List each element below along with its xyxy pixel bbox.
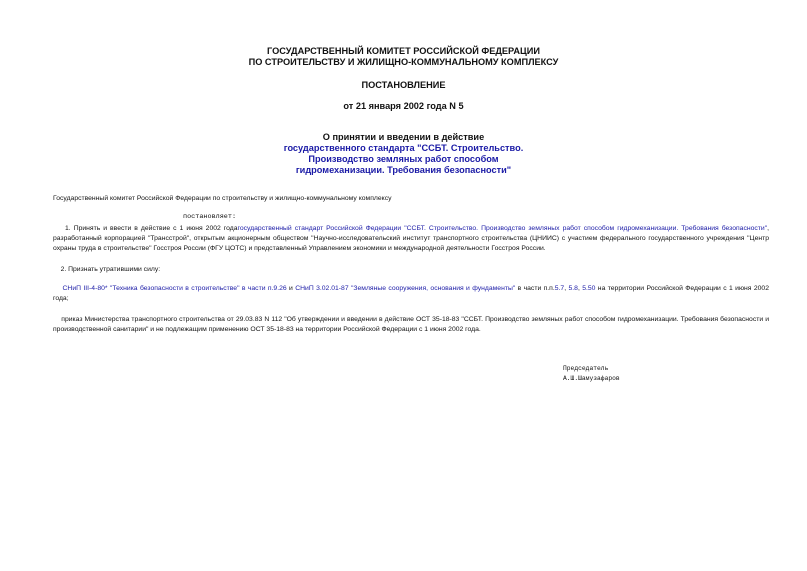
subject-link-line-3[interactable]: Производство земляных работ способом — [308, 154, 499, 164]
org-line-1: ГОСУДАРСТВЕННЫЙ КОМИТЕТ РОССИЙСКОЙ ФЕДЕРАЦИИ — [267, 46, 540, 56]
clause-5-7-link[interactable]: 5.7 — [554, 285, 565, 292]
clause-5-50-link[interactable]: 5.50 — [582, 285, 596, 292]
p1-text-b: , разработанный корпорацией "Трансстрой", открытым акционерным обществом "Научно-исследовательский институт транспортного строительства (ЦНИИС) с участием федерального государственного учреждения "Центр охраны труда в строительстве" Госстроя России (ФГУ ЦОТС) и представленный Управлением экономики и международной деятельности Госстроя России. — [53, 225, 770, 252]
intro-paragraph — [53, 194, 769, 204]
standard-link[interactable]: государственный стандарт Российской Федерации "ССБТ. Строительство. Производство земляных работ способом гидромеханизации. Требования безопасности" — [237, 225, 768, 232]
paragraph-1 — [53, 224, 769, 254]
paragraph-3 — [53, 284, 769, 304]
subject-line-1: О принятии и введении в действие — [322, 132, 485, 142]
signature-title: Председатель — [563, 365, 609, 372]
signature-block — [563, 364, 683, 384]
document-date-number: от 21 января 2002 года N 5 — [343, 101, 464, 111]
p1-text-a: Принять и ввести в действие с 1 июня 2002 года — [73, 225, 238, 232]
intro-text: Государственный комитет Российской Федерации по строительству и жилищно-коммунальному комплексу — [53, 195, 392, 202]
p3-text-a: в части п.п. — [515, 285, 555, 292]
resolves-text: постановляет: — [183, 213, 237, 221]
snip-iii-4-80-link[interactable]: СНиП III-4-80* "Техника безопасности в строительстве" в части п.9.26 — [62, 285, 287, 292]
paragraph-4 — [53, 315, 769, 335]
p3-and: и — [286, 285, 296, 292]
p3-text-b: на территории Российской Федерации с 1 июня 2002 года; — [53, 285, 769, 302]
p3-comma-2: , — [577, 285, 583, 292]
subject-link-line-2[interactable]: государственного стандарта "ССБТ. Строительство. — [283, 143, 524, 153]
p4-text: приказ Министерства транспортного строительства от 29.03.83 N 112 "Об утверждении и введении в действие ОСТ 35-18-83 "ССБТ. Производство земляных работ способом гидромеханизации. Требования безопасности и производственной санитарии" и не подлежащим применению ОСТ 35-18-83 на территории Российской Федерации с 1 июня 2002 года. — [53, 316, 769, 333]
clause-5-8-link[interactable]: 5.8 — [568, 285, 578, 292]
paragraph-2 — [53, 265, 769, 275]
snip-3-02-01-87-link[interactable]: СНиП 3.02.01-87 "Земляные сооружения, основания и фундаменты" — [295, 285, 516, 292]
p3-comma-1: , — [564, 285, 569, 292]
org-line-2: ПО СТРОИТЕЛЬСТВУ И ЖИЛИЩНО-КОММУНАЛЬНОМУ КОМПЛЕКСУ — [248, 57, 559, 67]
resolves-line — [183, 212, 383, 222]
issuing-organization — [0, 46, 807, 68]
p1-number: 1. — [65, 225, 71, 232]
p2-text: 2. Признать утратившими силу: — [60, 266, 161, 273]
signature-name: А.Ш.Шамузафаров — [563, 375, 620, 382]
document-type: ПОСТАНОВЛЕНИЕ — [361, 80, 446, 90]
subject-link-line-4[interactable]: гидромеханизации. Требования безопасности" — [295, 165, 512, 175]
document-subject — [0, 132, 807, 176]
